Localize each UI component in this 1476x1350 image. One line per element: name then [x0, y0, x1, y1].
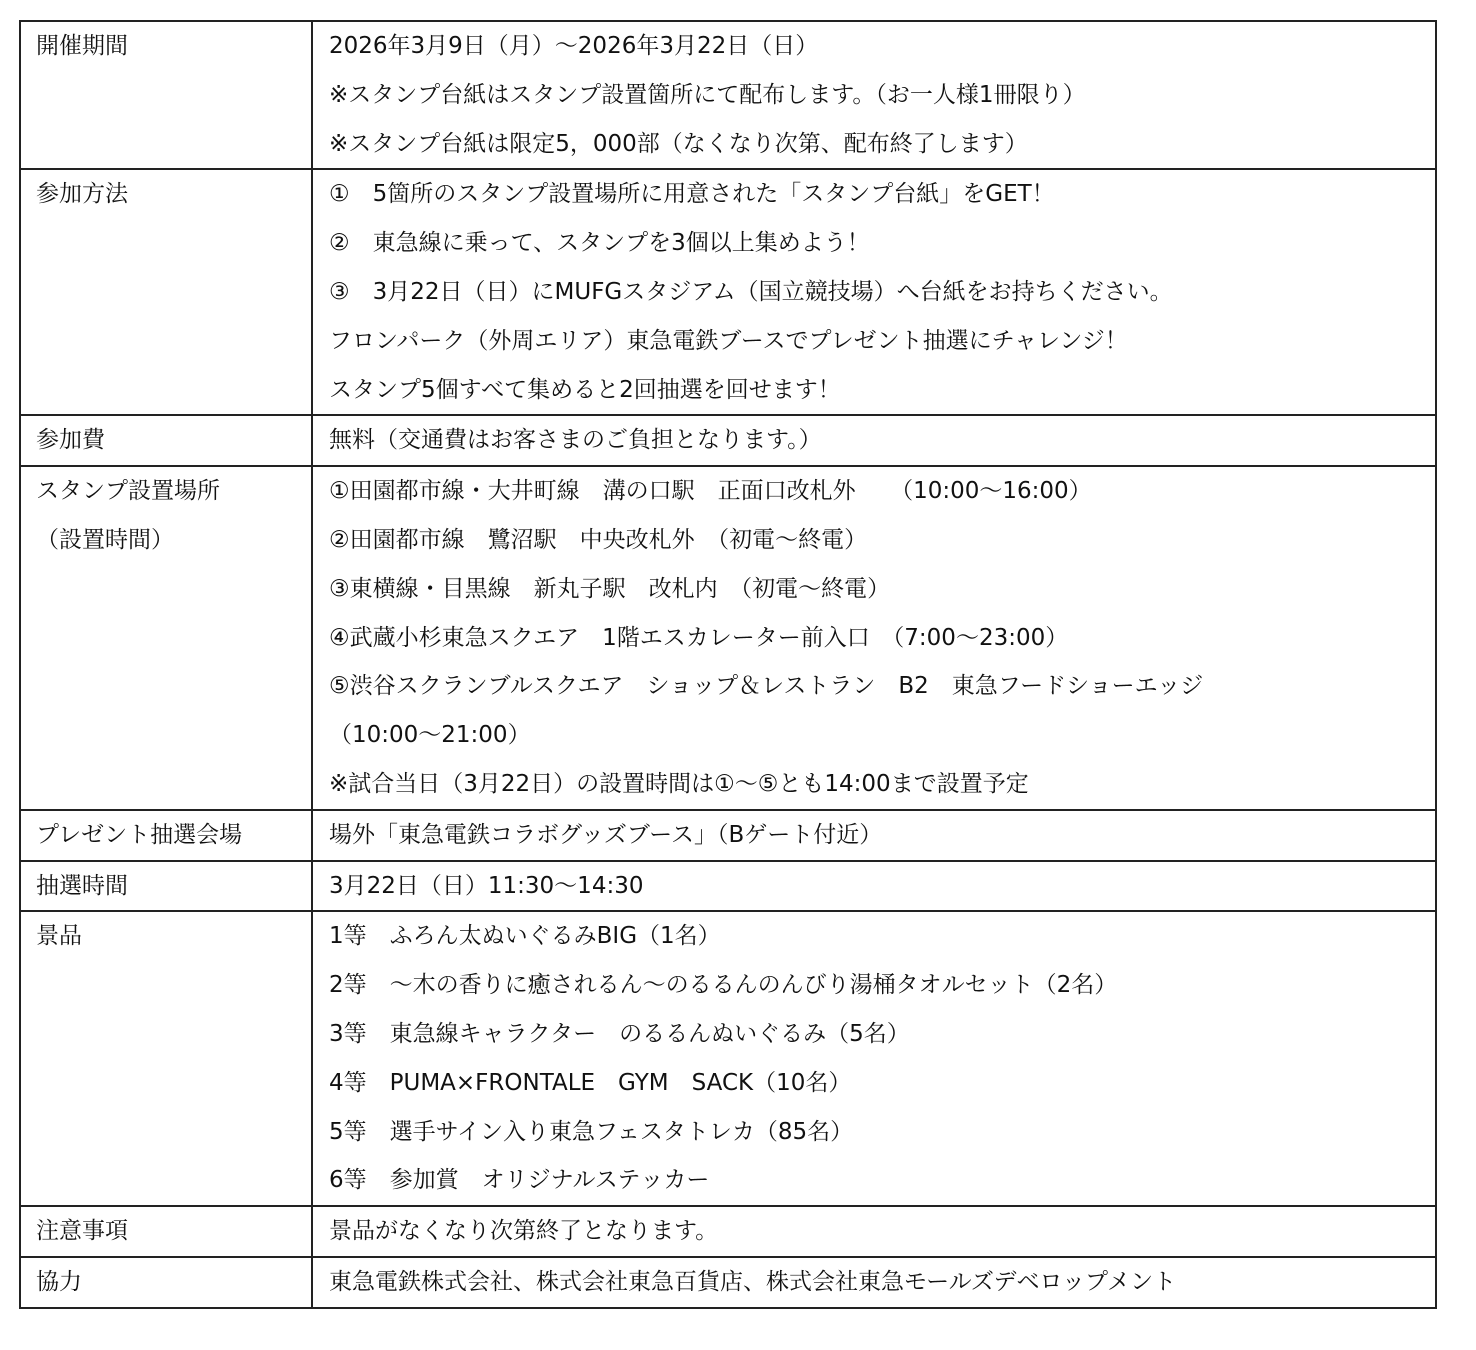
row-label — [20, 466, 312, 810]
value-line: 3月22日（日）11:30～14:30 — [329, 872, 644, 899]
row-label — [20, 169, 312, 415]
value-line: ③ 3月22日（日）にMUFGスタジアム（国立競技場）へ台紙をお持ちください。 — [329, 278, 1173, 305]
value-line: ③東横線・目黒線 新丸子駅 改札内 （初電～終電） — [329, 575, 891, 602]
event-info-table — [19, 20, 1437, 1309]
table-row-how-to-join — [20, 169, 1436, 415]
row-label — [20, 810, 312, 861]
value-line: フロンパーク（外周エリア）東急電鉄ブースでプレゼント抽選にチャレンジ！ — [329, 327, 1128, 354]
label-text: 参加方法 — [36, 181, 128, 208]
value-line: スタンプ5個すべて集めると2回抽選を回せます！ — [329, 376, 841, 403]
value-line: 場外「東急電鉄コラボグッズブース」（Bゲート付近） — [329, 821, 883, 848]
table-row-cooperation — [20, 1257, 1436, 1308]
value-line: 5等 選手サイン入り東急フェスタトレカ（85名） — [329, 1118, 854, 1145]
value-line: 4等 PUMA×FRONTALE GYM SACK（10名） — [329, 1069, 852, 1096]
table-row-stamp-locations — [20, 466, 1436, 810]
label-text: （設置時間） — [36, 526, 174, 553]
row-value — [312, 1257, 1436, 1308]
row-label — [20, 1257, 312, 1308]
row-value — [312, 1206, 1436, 1257]
table-row-lottery-venue — [20, 810, 1436, 861]
row-value — [312, 911, 1436, 1206]
label-text: プレゼント抽選会場 — [36, 821, 243, 848]
value-line: 2等 ～木の香りに癒されるん～のるるんのんびり湯桶タオルセット（2名） — [329, 972, 1118, 999]
value-line: 東急電鉄株式会社、株式会社東急百貨店、株式会社東急モールズデベロップメント — [329, 1268, 1177, 1295]
row-value — [312, 861, 1436, 912]
label-text: スタンプ設置場所 — [36, 478, 220, 505]
row-label — [20, 415, 312, 466]
value-line: 無料（交通費はお客さまのご負担となります。） — [329, 427, 822, 454]
value-line: ①田園都市線・大井町線 溝の口駅 正面口改札外 （10:00～16:00） — [329, 478, 1092, 505]
label-text: 協力 — [36, 1268, 82, 1295]
value-line: ④武蔵小杉東急スクエア 1階エスカレーター前入口 （7:00～23:00） — [329, 624, 1069, 651]
value-line: 1等 ふろん太ぬいぐるみBIG（1名） — [329, 923, 721, 950]
value-line: ⑤渋谷スクランブルスクエア ショップ＆レストラン B2 東急フードショーエッジ — [329, 673, 1204, 700]
value-line: 2026年3月9日（月）～2026年3月22日（日） — [329, 33, 819, 59]
value-line: ※試合当日（3月22日）の設置時間は①～⑤とも14:00まで設置予定 — [329, 770, 1029, 797]
label-text: 注意事項 — [36, 1218, 128, 1245]
row-value — [312, 21, 1436, 169]
table-row-lottery-time — [20, 861, 1436, 912]
table-row-fee — [20, 415, 1436, 466]
row-label — [20, 21, 312, 169]
value-line: ※スタンプ台紙は限定5，000部（なくなり次第、配布終了します） — [329, 130, 1028, 157]
label-text: 開催期間 — [36, 33, 128, 59]
label-text: 参加費 — [36, 427, 105, 454]
label-text: 景品 — [36, 923, 82, 950]
row-label — [20, 911, 312, 1206]
value-line: 6等 参加賞 オリジナルステッカー — [329, 1167, 710, 1194]
row-label — [20, 861, 312, 912]
value-line: ② 東急線に乗って、スタンプを3個以上集めよう！ — [329, 230, 870, 257]
value-line: ②田園都市線 鷺沼駅 中央改札外 （初電～終電） — [329, 526, 868, 553]
value-line: ① 5箇所のスタンプ設置場所に用意された「スタンプ台紙」をGET！ — [329, 181, 1055, 208]
row-value — [312, 466, 1436, 810]
label-text: 抽選時間 — [36, 872, 128, 899]
row-value — [312, 415, 1436, 466]
row-value — [312, 169, 1436, 415]
row-label — [20, 1206, 312, 1257]
value-line: ※スタンプ台紙はスタンプ設置箇所にて配布します。（お一人様1冊限り） — [329, 81, 1086, 108]
value-line: （10:00～21:00） — [329, 722, 531, 749]
value-line: 3等 東急線キャラクター のるるんぬいぐるみ（5名） — [329, 1020, 910, 1047]
row-value — [312, 810, 1436, 861]
value-line: 景品がなくなり次第終了となります。 — [329, 1218, 719, 1245]
table-row-notes — [20, 1206, 1436, 1257]
table-row-prizes — [20, 911, 1436, 1206]
table-row-period — [20, 21, 1436, 169]
